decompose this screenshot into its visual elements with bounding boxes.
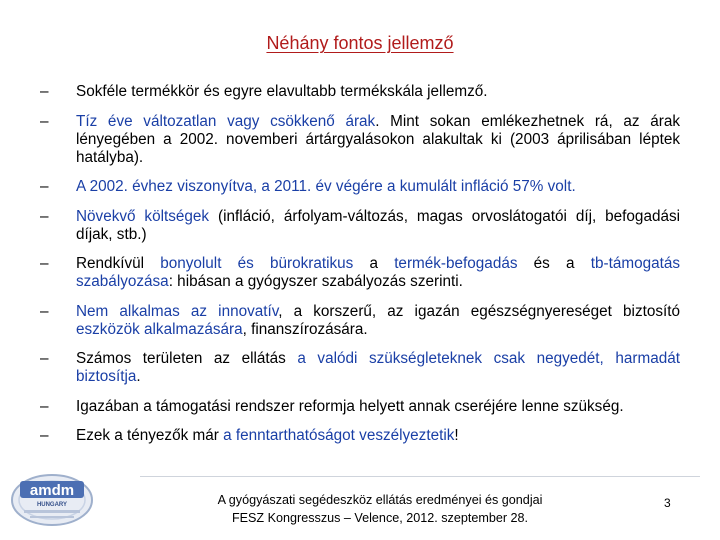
bullet-dash: –: [40, 427, 49, 444]
bullet-text: [76, 398, 680, 416]
bullet-dash: –: [40, 207, 49, 225]
bullet-item: [40, 350, 680, 386]
bullet-segment: . Mint sokan emlékezhetnek rá, az árak lényegében a 2002. novemberi ártárgyalásokon alakultak ki (2003 áprilisában léptek hatályba).: [76, 112, 680, 166]
highlighted-text: a valódi szükségleteknek csak negyedét, harmadát biztosítja: [76, 350, 680, 385]
logo-text: amdm: [29, 482, 75, 499]
highlighted-text: a fenntarthatóságot veszélyeztetik: [223, 427, 455, 444]
highlighted-text: bonyolult és bürokratikus: [160, 255, 354, 272]
highlighted-text: Növekvő költségek: [76, 207, 210, 225]
bullet-text: [76, 83, 680, 101]
bullet-segment: Ezek a tényezők már: [76, 427, 224, 444]
footer-divider: [140, 476, 700, 477]
highlighted-text: termék-befogadás: [394, 255, 518, 272]
bullet-item: [40, 303, 680, 339]
bullet-text: [76, 178, 680, 196]
bullet-text: [76, 303, 680, 339]
bullet-dash: –: [40, 83, 49, 100]
bullet-item: [40, 398, 680, 416]
bullet-list: [40, 83, 680, 457]
bullet-item: [40, 113, 680, 167]
bullet-item: [40, 83, 680, 101]
bullet-dash: –: [40, 350, 49, 367]
bullet-text: [76, 208, 680, 244]
highlighted-text: A 2002. évhez viszonyítva, a 2011. év végére a kumulált infláció 57% volt.: [76, 178, 576, 195]
footer-line-1: A gyógyászati segédeszköz ellátás eredményei és gondjai: [217, 493, 543, 507]
bullet-dash: –: [40, 397, 49, 415]
bullet-text: [76, 255, 680, 291]
bullet-segment: a: [353, 255, 395, 272]
bullet-dash: –: [40, 178, 49, 195]
bullet-dash: –: [40, 302, 49, 320]
highlighted-text: Tíz éve változatlan vagy csökkenő árak: [76, 112, 376, 130]
bullet-item: [40, 208, 680, 244]
bullet-dash: –: [40, 112, 49, 130]
bullet-segment: .: [136, 368, 141, 385]
bullet-item: [40, 178, 680, 196]
bullet-segment: (infláció, árfolyam-változás, magas orvoslátogatói díj, befogadási díjak, stb.): [76, 207, 681, 243]
highlighted-text: Nem alkalmas az innovatív: [76, 302, 279, 320]
bullet-segment: és a: [517, 255, 591, 272]
amdm-logo-icon: [8, 470, 100, 528]
highlighted-text: tb-támogatás szabályozása: [76, 255, 680, 290]
bullet-segment: : hibásan a gyógyszer szabályozás szerinti.: [168, 273, 463, 290]
bullet-segment: Számos területen az ellátás: [76, 350, 298, 367]
bullet-text: [76, 113, 680, 167]
footer-line-2: FESZ Kongresszus – Velence, 2012. szeptember 28.: [231, 511, 529, 525]
bullet-text: [76, 350, 680, 386]
highlighted-text: eszközök alkalmazására: [76, 320, 243, 338]
slide-title: Néhány fontos jellemző: [266, 33, 454, 53]
page-number: 3: [664, 496, 671, 510]
bullet-segment: Sokféle termékkör és egyre elavultabb termékskála jellemző.: [76, 83, 488, 100]
bullet-dash: –: [40, 255, 49, 272]
footer: [150, 491, 610, 527]
bullet-item: [40, 255, 680, 291]
logo-subtext: HUNGARY: [36, 502, 68, 508]
bullet-segment: , finanszírozására.: [242, 320, 368, 338]
bullet-segment: !: [454, 427, 459, 444]
bullet-item: [40, 427, 680, 445]
bullet-segment: Igazában a támogatási rendszer reformja helyett annak cseréjére lenne szükség.: [76, 397, 624, 415]
bullet-segment: , a korszerű, az igazán egészségnyereséget biztosító: [278, 302, 681, 320]
bullet-text: [76, 427, 680, 445]
bullet-segment: Rendkívül: [76, 255, 161, 272]
